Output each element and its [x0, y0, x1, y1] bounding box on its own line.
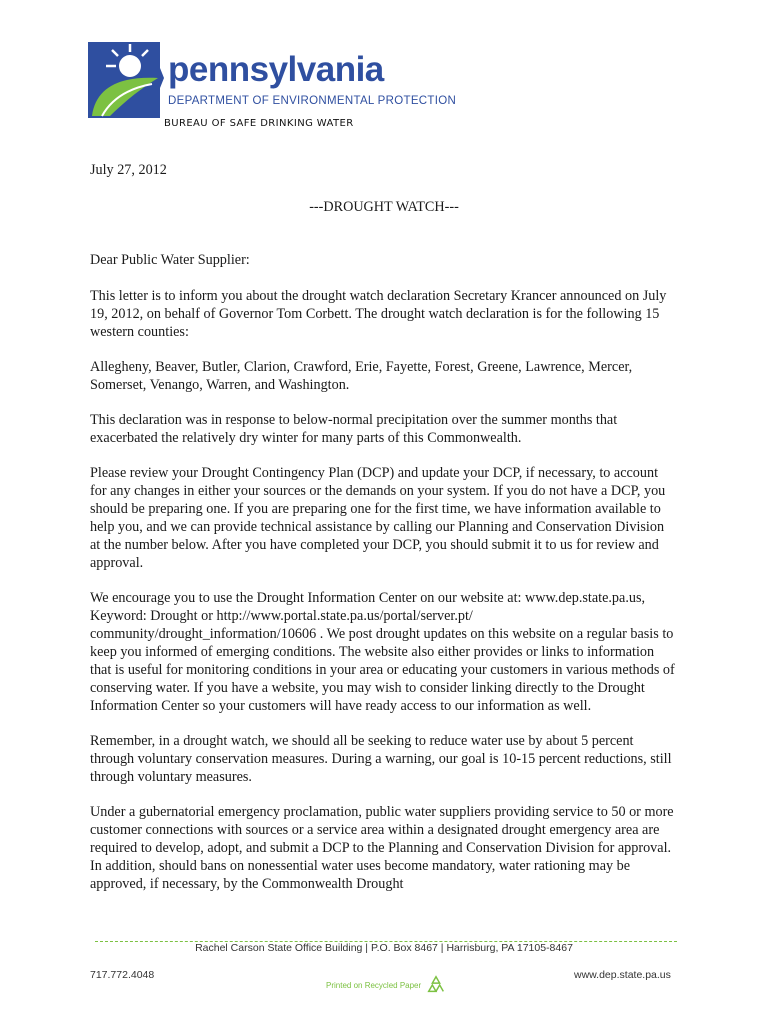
- recycle-icon: [425, 974, 447, 996]
- paragraph-declaration: This declaration was in response to below-normal precipitation over the summer months that exacerbated the relatively dry winter for many parts of this Commonwealth.: [90, 412, 618, 446]
- keystone-leaf-logo-icon: [82, 38, 166, 122]
- letter-body: [90, 287, 675, 910]
- org-name: pennsylvania: [168, 50, 384, 89]
- footer-address: Rachel Carson State Office Building | P.O. Box 8467 | Harrisburg, PA 17105-8467: [195, 942, 573, 954]
- recycled-paper-note: [326, 974, 447, 996]
- footer-phone: 717.772.4048: [90, 969, 155, 981]
- recycled-text: Printed on Recycled Paper: [326, 980, 422, 990]
- org-bureau: BUREAU OF SAFE DRINKING WATER: [164, 118, 354, 129]
- paragraph-counties: Allegheny, Beaver, Butler, Clarion, Crawford, Erie, Fayette, Forest, Greene, Lawrence, Mercer, Somerset, Venango, Warren, and Washington.: [90, 359, 633, 393]
- paragraph-reduction-goals: Remember, in a drought watch, we should all be seeking to reduce water use by about 5 percent through voluntary conservation measures. During a warning, our goal is 10-15 percent reductions, still through voluntary measures.: [90, 733, 672, 785]
- paragraph-intro: This letter is to inform you about the drought watch declaration Secretary Krancer announced on July 19, 2012, on behalf of Governor Tom Corbett. The drought watch declaration is for the following 15 western counties:: [90, 288, 667, 340]
- org-department: DEPARTMENT OF ENVIRONMENTAL PROTECTION: [168, 95, 457, 107]
- footer-website: www.dep.state.pa.us: [574, 969, 671, 981]
- letter-salutation: Dear Public Water Supplier:: [90, 252, 250, 268]
- paragraph-website: We encourage you to use the Drought Information Center on our website at: www.dep.state.pa.us, Keyword: Drought or http://www.portal.state.pa.us/portal/server.pt/ community/drought_information/10606 . We post drought updates on this website on a regular basis to keep you informed of emerging conditions. The website also either provides or links to information that is useful for monitoring conditions in your area or educating your customers in various methods of conserving water. If you have a website, you may wish to consider linking directly to the Drought Information Center so your customers will have ready access to our information as well.: [90, 590, 675, 714]
- paragraph-emergency: Under a gubernatorial emergency proclamation, public water suppliers providing service to 50 or more customer connections with sources or a service area within a designated drought emergency area are required to develop, adopt, and submit a DCP to the Planning and Conservation Division for approval. In addition, should bans on nonessential water uses become mandatory, water rationing may be approved, if necessary, by the Commonwealth Drought: [90, 804, 674, 892]
- letter-heading: ---DROUGHT WATCH---: [309, 199, 459, 215]
- letterhead: [82, 38, 502, 138]
- letter-date: July 27, 2012: [90, 162, 167, 178]
- paragraph-dcp-review: Please review your Drought Contingency Plan (DCP) and update your DCP, if necessary, to account for any changes in either your sources or the demands on your system. If you do not have a DCP, you should be preparing one. If you are preparing one for the first time, we have information available to help you, and we can provide technical assistance by calling our Planning and Conservation Division at the number below. After you have completed your DCP, you should submit it to us for review and approval.: [90, 465, 666, 571]
